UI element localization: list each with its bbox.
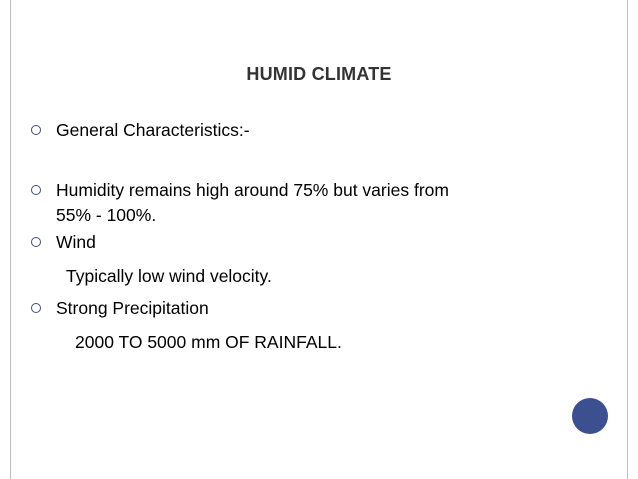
bullet-icon [31,185,41,195]
bullet-text-general: General Characteristics:- [56,120,250,140]
bullet-icon [31,125,41,135]
bullet-icon [31,237,41,247]
bullet-icon [31,303,41,313]
bullet-continuation-humidity: 55% - 100%. [56,205,157,225]
bullet-text-precipitation: Strong Precipitation [56,298,209,318]
bullet-text-wind: Wind [56,232,96,252]
sub-text-precipitation: 2000 TO 5000 mm OF RAINFALL. [75,332,342,352]
decorative-circle [572,398,608,434]
bullet-text-humidity: Humidity remains high around 75% but varies from [56,180,449,200]
sub-text-wind: Typically low wind velocity. [66,266,272,286]
slide-title: HUMID CLIMATE [246,64,392,84]
